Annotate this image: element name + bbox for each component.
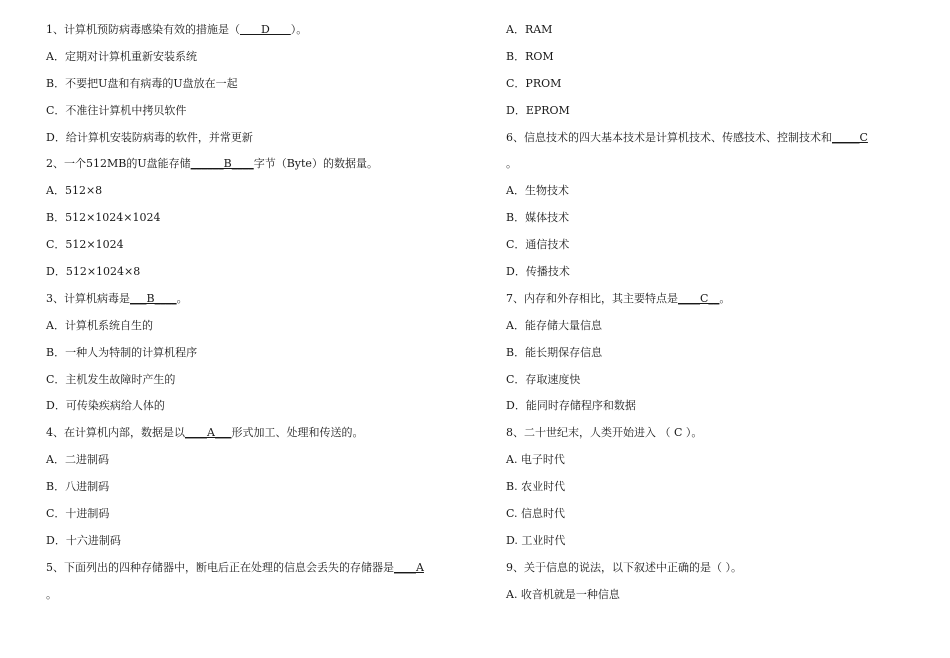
question-6: 6、信息技术的四大基本技术是计算机技术、传感技术、控制技术和_____C (506, 130, 868, 144)
answer-blank: D (240, 23, 291, 36)
option-c: C. 信息时代 (506, 507, 566, 521)
option-a: A．生物技术 (506, 184, 569, 198)
option-b: B．ROM (506, 49, 554, 63)
left-column (46, 22, 466, 614)
answer-blank: ____C__ (678, 291, 720, 305)
right-column (506, 22, 906, 614)
option-d: D．给计算机安装防病毒的软件，并常更新 (46, 130, 253, 144)
answer-blank: ___B____ (130, 291, 177, 305)
option-a: A．计算机系统自生的 (46, 318, 153, 332)
option-c: C．主机发生故障时产生的 (46, 372, 176, 386)
option-c: C．十进制码 (46, 507, 110, 521)
option-c: C．存取速度快 (506, 372, 581, 386)
option-d: D. 工业时代 (506, 533, 566, 547)
question-1: 1、计算机预防病毒感染有效的措施是（ D ）。 (46, 23, 308, 36)
option-a: A．能存储大量信息 (506, 318, 602, 332)
option-d: D．能同时存储程序和数据 (506, 399, 636, 413)
answer-blank: ____A (394, 560, 424, 574)
option-a: A．RAM (506, 23, 553, 36)
question-4: 4、在计算机内部，数据是以____A___形式加工、处理和传送的。 (46, 426, 364, 440)
option-d: D．EPROM (506, 103, 570, 117)
question-7: 7、内存和外存相比，其主要特点是____C__。 (506, 291, 731, 305)
question-2: 2、一个512MB的U盘能存储______B____字节（Byte）的数据量。 (46, 157, 378, 171)
option-a: A．定期对计算机重新安装系统 (46, 49, 197, 63)
option-b: B．八进制码 (46, 480, 110, 494)
option-b: B．一种人为特制的计算机程序 (46, 345, 198, 359)
option-b: B．512×1024×1024 (46, 211, 161, 225)
answer-blank: _____C (832, 130, 868, 144)
option-b: B. 农业时代 (506, 480, 566, 494)
option-a: A．512×8 (46, 184, 103, 198)
option-d: D．传播技术 (506, 265, 570, 279)
option-b: B．能长期保存信息 (506, 345, 603, 359)
answer-blank: ____A___ (185, 426, 232, 440)
question-5-end: 。 (46, 587, 57, 601)
option-d: D．可传染疾病给人体的 (46, 399, 165, 413)
option-a: A．二进制码 (46, 453, 109, 467)
question-3: 3、计算机病毒是___B____。 (46, 291, 188, 305)
option-c: C．PROM (506, 76, 562, 90)
question-8: 8、二十世纪末，人类开始进入 （ C ）。 (506, 426, 703, 440)
question-9: 9、关于信息的说法，以下叙述中正确的是（ ）。 (506, 560, 742, 574)
question-5: 5、下面列出的四种存储器中，断电后正在处理的信息会丢失的存储器是____A (46, 560, 424, 574)
option-a: A. 电子时代 (506, 453, 565, 467)
option-d: D．十六进制码 (46, 533, 121, 547)
option-b: B．媒体技术 (506, 211, 570, 225)
question-6-end: 。 (506, 157, 517, 171)
answer-blank: ______B____ (190, 157, 254, 171)
option-c: C．512×1024 (46, 238, 124, 252)
option-b: B．不要把U盘和有病毒的U盘放在一起 (46, 76, 238, 90)
option-c: C．通信技术 (506, 238, 570, 252)
option-d: D．512×1024×8 (46, 265, 141, 279)
option-c: C．不准往计算机中拷贝软件 (46, 103, 187, 117)
option-a: A. 收音机就是一种信息 (506, 587, 620, 601)
